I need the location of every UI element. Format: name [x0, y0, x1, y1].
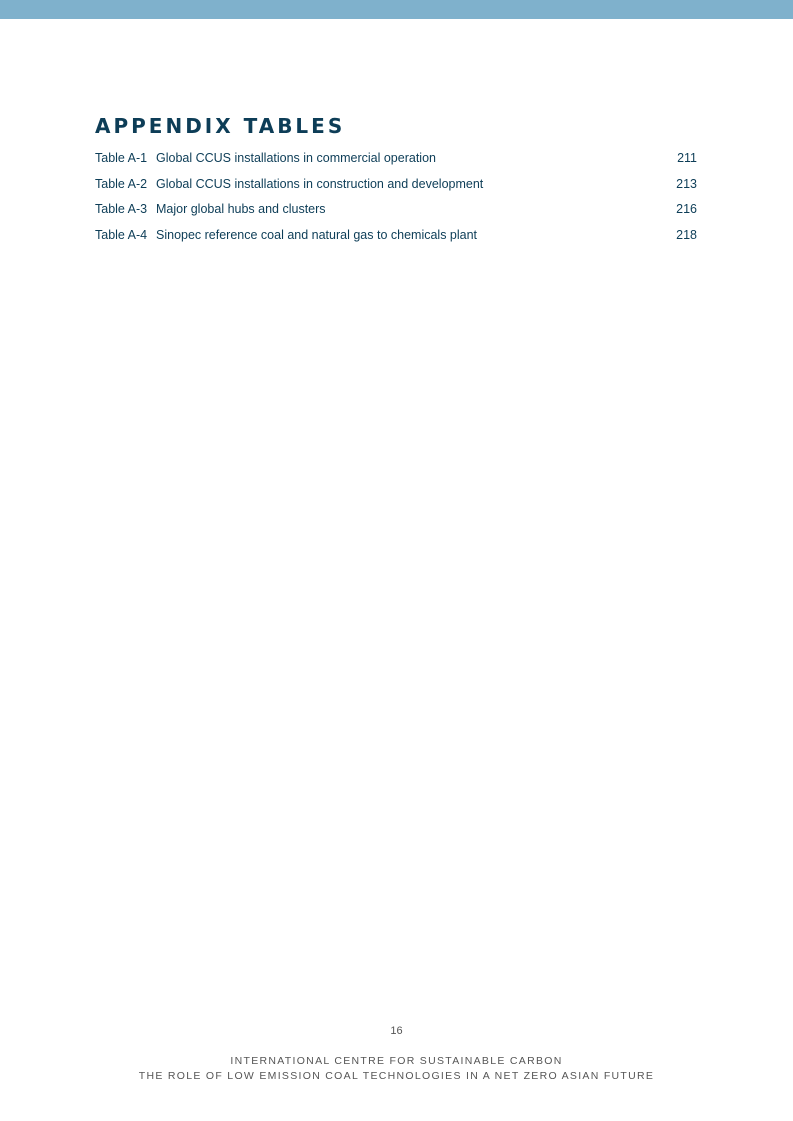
- page-footer: [0, 1054, 793, 1084]
- toc-entry[interactable]: [95, 172, 697, 198]
- toc-entry-page: 216: [676, 202, 697, 216]
- top-color-band: [0, 0, 793, 19]
- toc-entry[interactable]: [95, 146, 697, 172]
- toc-entry-page: 213: [676, 176, 697, 191]
- table-of-contents: [95, 146, 697, 248]
- toc-entry-page: 218: [676, 227, 697, 242]
- toc-entry-label: Table A-2: [95, 176, 148, 191]
- toc-entry-label: Table A-1: [95, 151, 148, 165]
- footer-organization: INTERNATIONAL CENTRE FOR SUSTAINABLE CARBON: [230, 1055, 563, 1067]
- toc-entry-title: Global CCUS installations in construction and development: [156, 176, 484, 191]
- toc-entry-page: 211: [677, 151, 697, 165]
- toc-entry[interactable]: [95, 223, 697, 249]
- toc-entry-title: Sinopec reference coal and natural gas to chemicals plant: [156, 227, 478, 242]
- toc-entry-title: Major global hubs and clusters: [156, 202, 326, 216]
- footer-report-title: THE ROLE OF LOW EMISSION COAL TECHNOLOGIES IN A NET ZERO ASIAN FUTURE: [138, 1070, 655, 1082]
- toc-entry[interactable]: [95, 197, 697, 223]
- toc-entry-title: Global CCUS installations in commercial operation: [156, 151, 436, 165]
- page-number: 16: [390, 1025, 403, 1037]
- toc-entry-label: Table A-3: [95, 202, 148, 216]
- section-heading: APPENDIX TABLES: [95, 114, 346, 138]
- toc-entry-label: Table A-4: [95, 227, 148, 242]
